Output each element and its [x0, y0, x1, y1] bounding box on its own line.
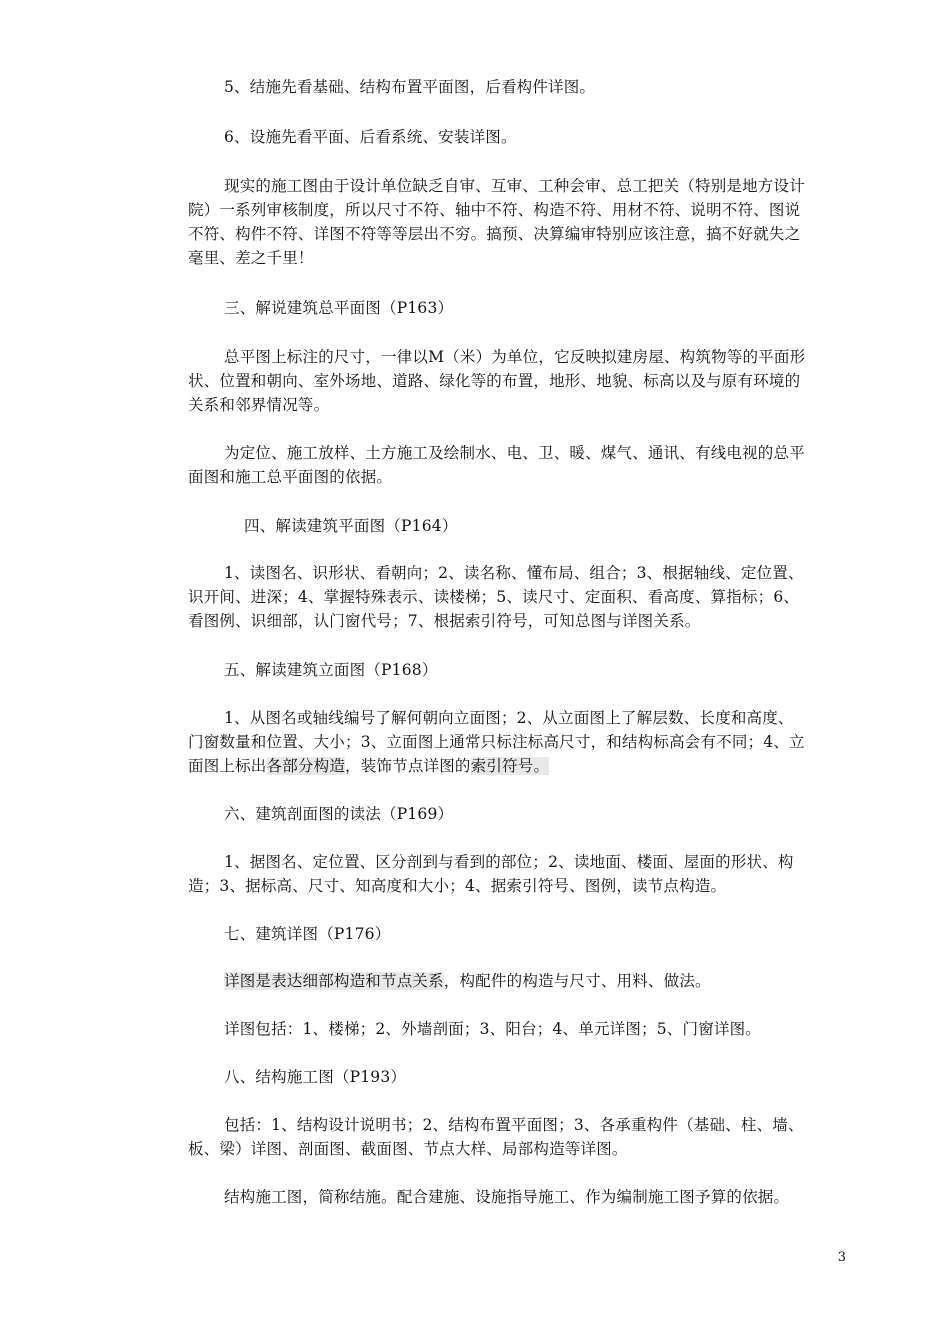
- paragraph-floor-plan-steps: 1、读图名、识形状、看朝向；2、读名称、懂布局、组合；3、根据轴线、定位置、识开间、进深；4、掌握特殊表示、读楼梯；5、读尺寸、定面积、看高度、算指标；6、看图例、识细部，认门窗代号；7、根据索引符号，可知总图与详图关系。: [188, 564, 804, 630]
- paragraph-site-plan-description: 总平图上标注的尺寸，一律以M（米）为单位，它反映拟建房屋、构筑物等的平面形状、位置和朝向、室外场地、道路、绿化等的布置，地形、地貌、标高以及与原有环境的关系和邻界情况等。: [188, 348, 806, 414]
- paragraph-detail-contents: 详图包括：1、楼梯；2、外墙剖面；3、阳台；4、单元详图；5、门窗详图。: [224, 1020, 762, 1038]
- paragraph-structural-summary: 结构施工图，简称结施。配合建施、设施指导施工、作为编制施工图予算的依据。: [224, 1188, 790, 1206]
- paragraph-elevation-steps: [188, 706, 808, 778]
- section-heading-detail-drawing: 七、建筑详图（P176）: [224, 925, 391, 943]
- paragraph-structural-contents: 包括：1、结构设计说明书；2、结构布置平面图；3、各承重构件（基础、柱、墙、板、梁）详图、剖面图、截面图、节点大样、局部构造等详图。: [188, 1116, 804, 1158]
- section-heading-elevation: 五、解读建筑立面图（P168）: [224, 661, 438, 679]
- detail-definition-rest: ，构配件的构造与尺寸、用料、做法。: [443, 972, 711, 990]
- highlight-component-construction: 各部分构造: [266, 757, 346, 775]
- section-heading-section-drawing: 六、建筑剖面图的读法（P169）: [224, 805, 454, 823]
- paragraph-site-plan-purpose: 为定位、施工放样、土方施工及绘制水、电、卫、暖、煤气、通讯、有线电视的总平面图和施工总平面图的依据。: [188, 444, 805, 486]
- paragraph-structural-reading: 5、结施先看基础、结构布置平面图，后看构件详图。: [224, 78, 596, 96]
- section-heading-site-plan: 三、解说建筑总平面图（P163）: [224, 299, 454, 317]
- elevation-text-part-2: ，装饰节点详图的: [345, 757, 471, 775]
- paragraph-review-issues: 现实的施工图由于设计单位缺乏自审、互审、工种会审、总工把关（特别是地方设计院）一系列审核制度，所以尺寸不符、轴中不符、构造不符、用材不符、说明不符、图说不符、构件不符、详图不符等等层出不穷。搞预、决算编审特别应该注意，搞不好就失之毫里、差之千里！: [188, 177, 805, 267]
- paragraph-detail-definition: [188, 969, 808, 993]
- highlight-detail-definition: 详图是表达细部构造和节点关系: [224, 972, 444, 990]
- section-heading-structural-drawing: 八、结构施工图（P193）: [224, 1068, 407, 1086]
- paragraph-section-reading: 1、据图名、定位置、区分剖到与看到的部位；2、读地面、楼面、屋面的形状、构造；3、据标高、尺寸、知高度和大小；4、据索引符号、图例，读节点构造。: [188, 853, 794, 895]
- page-number: 3: [837, 1250, 846, 1265]
- elevation-text-part-1: 1、从图名或轴线编号了解何朝向立面图；2、从立面图上了解层数、长度和高度、门窗数量和位置、大小；3、立面图上通常只标注标高尺寸，和结构标高会有不同；4、立面图上标出: [188, 709, 805, 775]
- highlight-index-symbol: 索引符号。: [470, 757, 550, 775]
- section-heading-floor-plan: 四、解读建筑平面图（P164）: [244, 517, 458, 535]
- paragraph-equipment-reading: 6、设施先看平面、后看系统、安装详图。: [224, 128, 517, 146]
